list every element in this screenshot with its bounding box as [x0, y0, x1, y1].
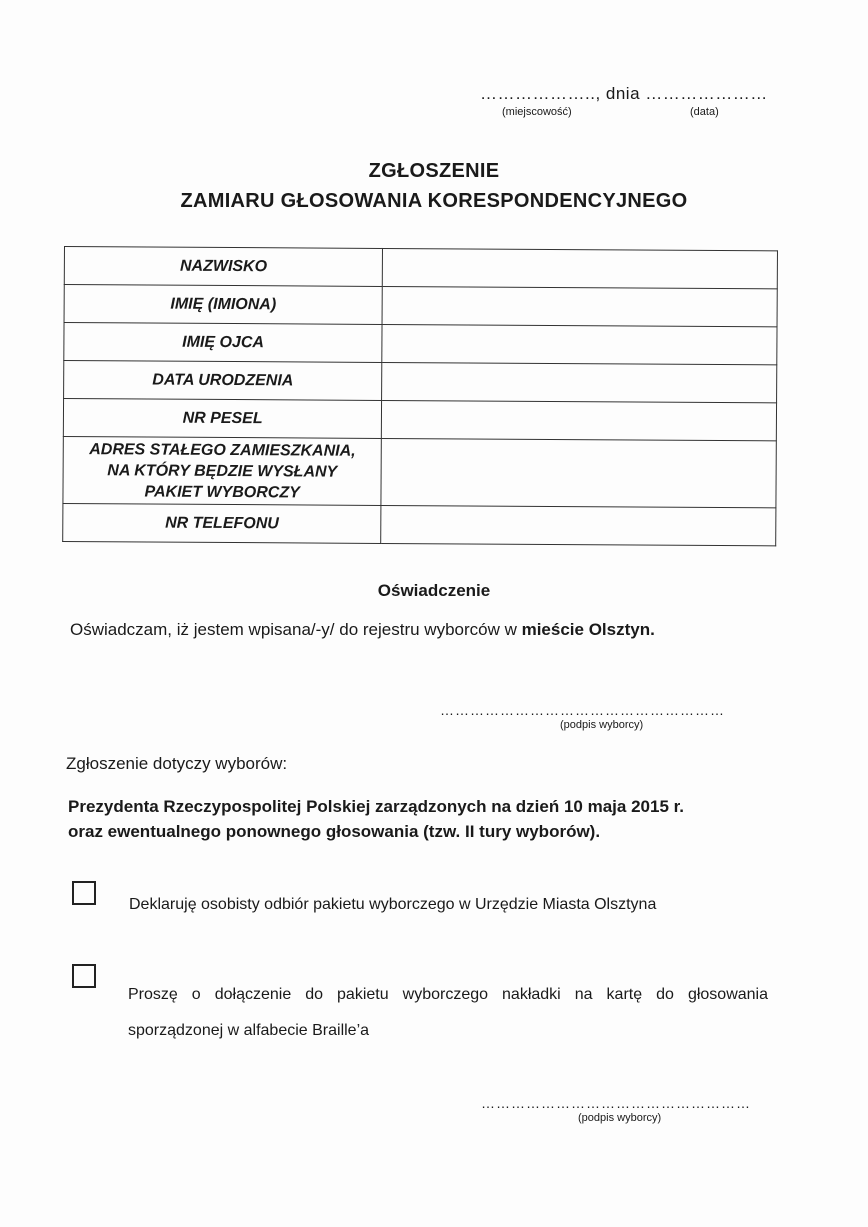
election-line: oraz ewentualnego ponownego głosowania (tzw. II tury wyborów). — [68, 822, 601, 841]
address-label-line: ADRES STAŁEGO ZAMIESZKANIA, — [89, 440, 356, 460]
form-subtitle: ZAMIARU GŁOSOWANIA KORESPONDENCYJNEGO — [180, 190, 688, 212]
field-label-birth-date: DATA URODZENIA — [64, 361, 383, 401]
braille-overlay-label: Proszę o dołączenie do pakietu wyborczego nakładki na kartę do głosowania sporządzonej w alfabecie Braille’a — [128, 986, 768, 1039]
pesel-field[interactable] — [382, 400, 777, 440]
table-row — [63, 503, 776, 545]
declaration-text-city: mieście Olsztyn. — [521, 620, 655, 639]
field-label-pesel: NR PESEL — [63, 399, 382, 439]
personal-pickup-checkbox[interactable] — [72, 881, 96, 905]
field-label-father-name: IMIĘ OJCA — [64, 323, 383, 363]
place-date-header — [480, 84, 780, 124]
table-row — [64, 361, 777, 403]
phone-field[interactable] — [381, 505, 776, 545]
field-label-address — [63, 436, 382, 505]
personal-pickup-label: Deklaruję osobisty odbiór pakietu wyborczego w Urzędzie Miasta Olsztyna — [129, 896, 657, 913]
form-title: ZGŁOSZENIE — [368, 160, 500, 182]
election-line: Prezydenta Rzeczypospolitej Polskiej zarządzonych na dzień 10 maja 2015 r. — [68, 797, 685, 816]
address-label-line: PAKIET WYBORCZY — [144, 482, 300, 501]
address-field[interactable] — [381, 438, 776, 507]
surname-field[interactable] — [383, 248, 778, 288]
table-row — [64, 285, 777, 327]
table-row — [64, 247, 777, 289]
field-label-phone: NR TELEFONU — [63, 503, 382, 543]
father-name-field[interactable] — [382, 324, 777, 364]
declaration-title: Oświadczenie — [377, 581, 491, 600]
election-description — [68, 794, 788, 844]
declaration-text-prefix: Oświadczam, iż jestem wpisana/-y/ do rejestru wyborców w — [70, 620, 522, 639]
first-names-field[interactable] — [382, 286, 777, 326]
signature-line[interactable]: ……………………………………………… — [481, 1095, 751, 1111]
place-date-line: ……………….., dnia ………………… — [480, 84, 768, 103]
table-row — [63, 436, 776, 507]
voter-data-table — [62, 246, 778, 546]
election-intro: Zgłoszenie dotyczy wyborów: — [66, 754, 288, 773]
field-label-surname: NAZWISKO — [64, 247, 383, 287]
declaration-text — [70, 620, 655, 640]
field-label-first-names: IMIĘ (IMIONA) — [64, 285, 383, 325]
signature-line[interactable]: ………………………………………………… — [440, 702, 725, 718]
address-label-line: NA KTÓRY BĘDZIE WYSŁANY — [107, 461, 338, 481]
signature-caption: (podpis wyborcy) — [578, 1112, 662, 1124]
signature-caption: (podpis wyborcy) — [560, 719, 644, 731]
table-row — [64, 323, 777, 365]
date-caption: (data) — [690, 106, 719, 118]
birth-date-field[interactable] — [382, 362, 777, 402]
place-caption: (miejscowość) — [502, 106, 572, 118]
braille-overlay-checkbox[interactable] — [72, 964, 96, 988]
table-row — [63, 399, 776, 441]
